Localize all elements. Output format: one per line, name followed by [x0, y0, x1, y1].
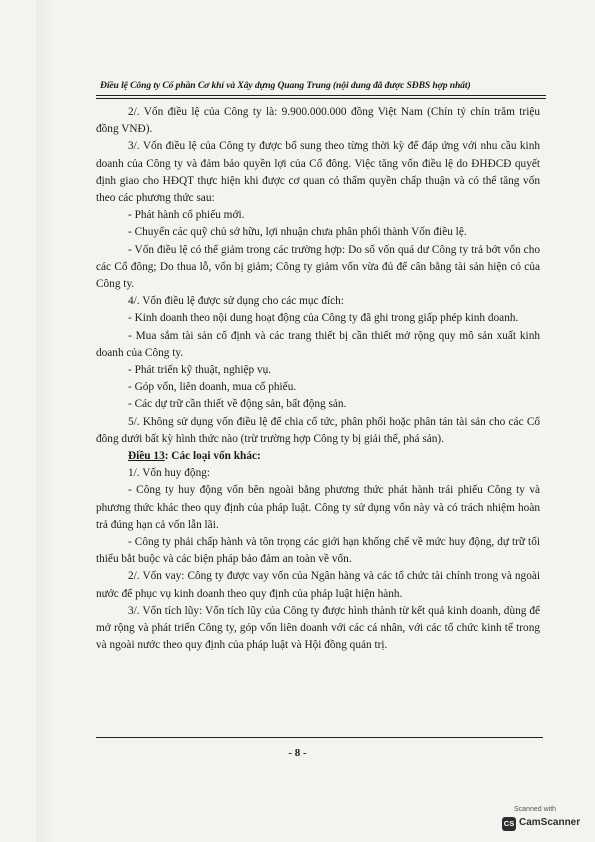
camscanner-watermark — [500, 806, 590, 834]
list-item: - Phát hành cổ phiếu mới. — [128, 209, 245, 222]
article-13-heading — [96, 448, 540, 465]
list-item: - Công ty huy động vốn bên ngoài bằng phương thức phát hành trái phiếu Công ty và phương thức khác theo quy định của pháp luật. Công ty sử dụng vốn này và có trách nhiệm hoàn trả đúng hạn cả vốn lẫn lãi. — [96, 484, 540, 531]
document-body — [96, 104, 540, 655]
list-item: - Công ty phải chấp hành và tôn trọng các giới hạn khống chế về mức huy động, dự trữ tối thiểu bắt buộc và các biện pháp bảo đảm an toàn về vốn. — [96, 536, 540, 566]
page-number: - 8 - — [288, 747, 307, 759]
paragraph-charter-capital-amount: 2/. Vốn điều lệ của Công ty là: 9.900.000.000 đồng Việt Nam (Chín tỷ chín trăm triệu đồng VNĐ). — [96, 106, 540, 136]
list-item: - Kinh doanh theo nội dung hoạt động của Công ty đã ghi trong giấp phép kinh doanh. — [128, 312, 519, 325]
footer-rule — [96, 737, 543, 738]
list-item: - Chuyển các quỹ chủ sở hữu, lợi nhuận chưa phân phối thành Vốn điều lệ. — [128, 226, 467, 239]
watermark-brand: CamScanner — [519, 817, 581, 828]
header-rule — [96, 95, 546, 96]
paragraph-accumulated-capital: 3/. Vốn tích lũy: Vốn tích lũy của Công ty được hình thành từ kết quả kinh doanh, dùng để mở rộng và phát triển Công ty, góp vốn liên doanh với các cá nhân, với các tổ chức kinh tế trong và ngoài nước theo quy định của pháp luật và Hội đồng quản trị. — [96, 604, 540, 652]
list-item: - Phát triển kỹ thuật, nghiệp vụ. — [128, 364, 272, 377]
running-header: Điều lệ Công ty Cổ phần Cơ khí và Xây dựng Quang Trung (nội dung đã được SĐBS hợp nhất) — [100, 80, 471, 91]
article-label: Điều 13 — [128, 450, 165, 463]
camscanner-logo-icon: CS — [502, 817, 516, 831]
watermark-caption: Scanned with — [514, 806, 557, 813]
page-edge-shadow — [36, 0, 54, 842]
paragraph-no-dividend: 5/. Không sử dụng vốn điều lệ để chia cổ tức, phân phối hoặc phân tán tài sản cho các Cổ đông dưới bất kỳ hình thức nào (trừ trường hợp Công ty bị giải thể, phá sản). — [96, 415, 540, 445]
paragraph-capital-increase: 3/. Vốn điều lệ của Công ty được bổ sung theo từng thời kỳ để đáp ứng với nhu cầu kinh doanh của Công ty và đảm bảo quyền lợi của Cổ đông. Việc tăng vốn điều lệ do ĐHĐCĐ quyết định giao cho HĐQT thực hiện khi được cơ quan có thẩm quyền chấp thuận và có thể tăng vốn theo các phương thức sau: — [96, 140, 540, 205]
paragraph-mobilized-capital: 1/. Vốn huy động: — [128, 467, 211, 480]
paragraph-loan-capital: 2/. Vốn vay: Công ty được vay vốn của Ngân hàng và các tổ chức tài chính trong và ngoài nước để phục vụ kinh doanh theo quy định của pháp luật hiện hành. — [96, 570, 540, 600]
header-rule-thin — [96, 98, 546, 99]
list-item: - Vốn điều lệ có thể giảm trong các trường hợp: Do số vốn quá dư Công ty trả bớt vốn cho các Cổ đông; Do thua lỗ, vốn bị giảm; Công ty giảm vốn vừa đủ để cân bằng tài sản hiện có của Công ty. — [96, 243, 540, 291]
paragraph-capital-usage: 4/. Vốn điều lệ được sử dụng cho các mục đích: — [128, 295, 344, 308]
article-title: : Các loại vốn khác: — [164, 450, 261, 463]
list-item: - Mua sắm tài sản cố định và các trang thiết bị cần thiết mở rộng quy mô sản xuất kinh doanh của Công ty. — [96, 329, 540, 359]
list-item: - Góp vốn, liên doanh, mua cổ phiếu. — [128, 381, 297, 394]
list-item: - Các dự trữ cần thiết về động sản, bất động sản. — [128, 398, 347, 411]
